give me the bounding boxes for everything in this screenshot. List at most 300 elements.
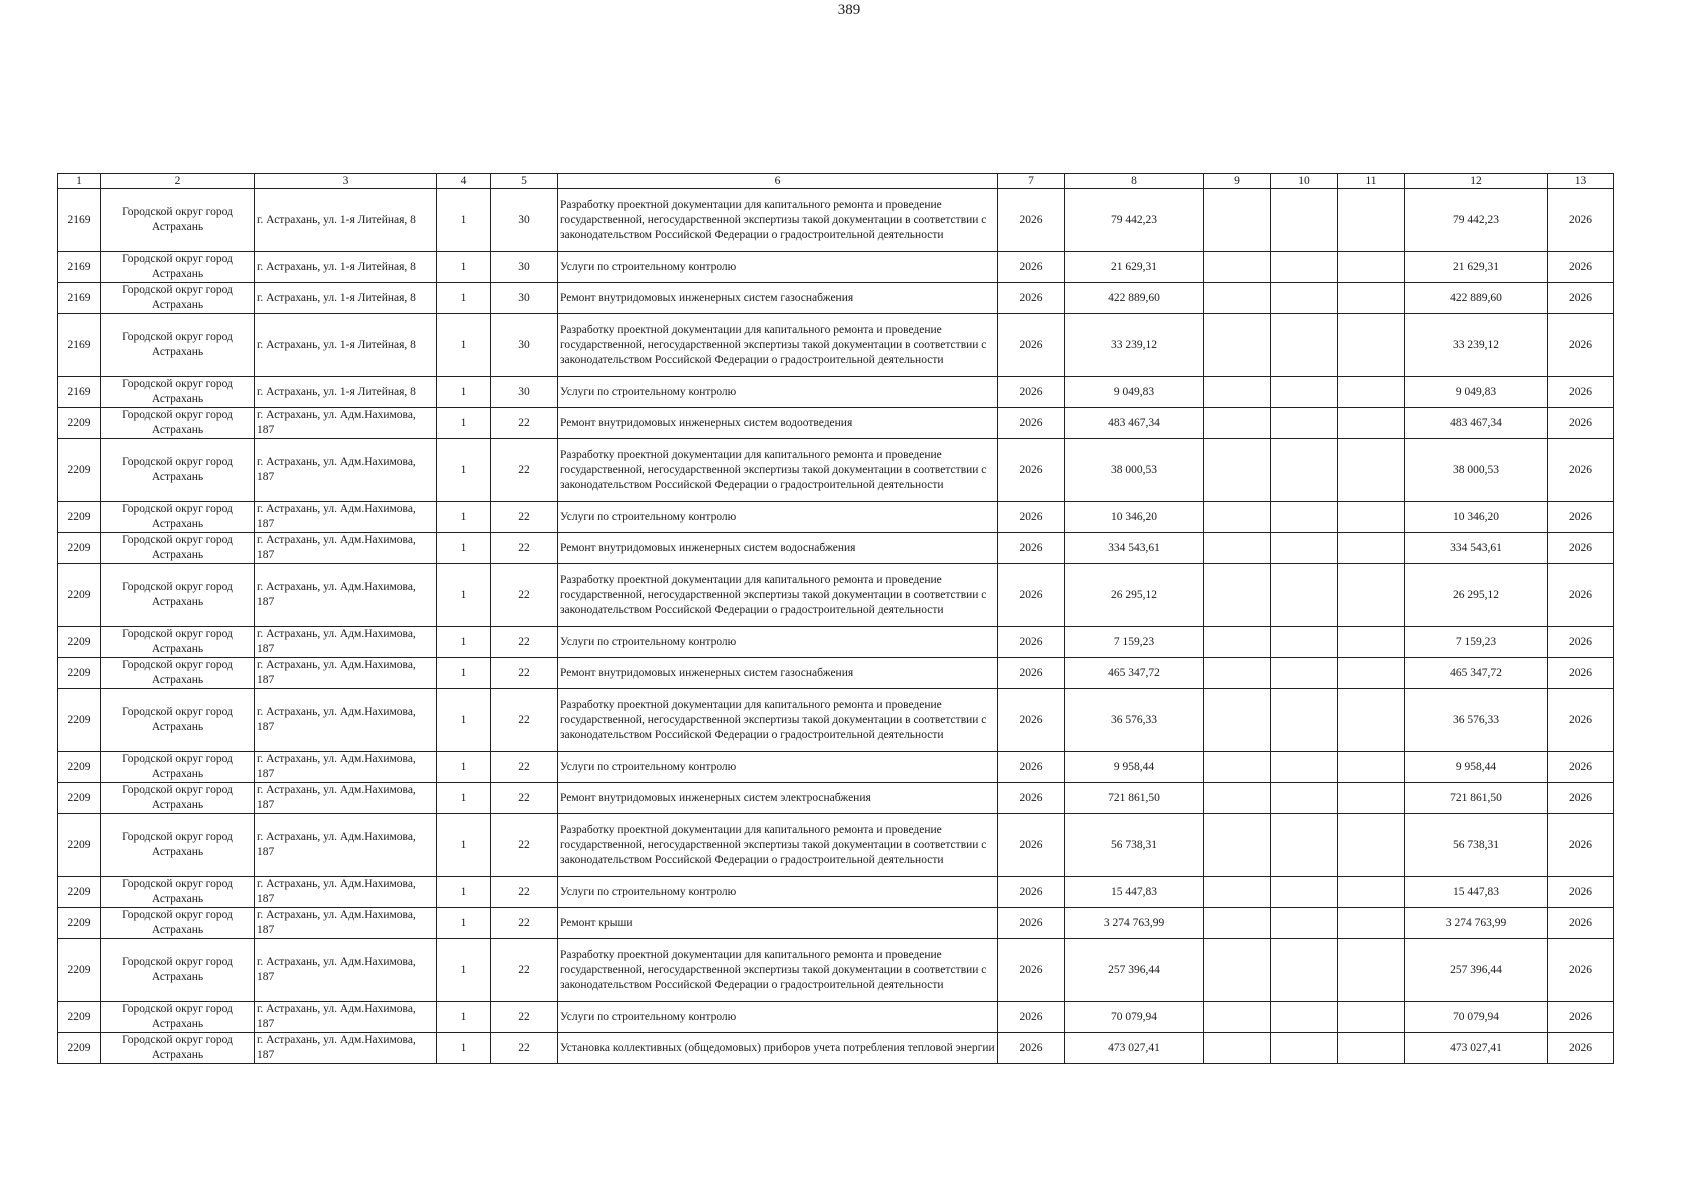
regional-fund-cost-cell: 10 346,20 <box>1405 502 1548 533</box>
completion-year-cell: 2026 <box>1548 564 1614 627</box>
col5-cell: 22 <box>491 877 558 908</box>
col11-cell <box>1338 1033 1405 1064</box>
address-cell: г. Астрахань, ул. 1-я Литейная, 8 <box>255 189 437 252</box>
regional-fund-cost-cell: 257 396,44 <box>1405 939 1548 1002</box>
col10-cell <box>1271 752 1338 783</box>
regional-fund-cost-cell: 483 467,34 <box>1405 408 1548 439</box>
year-cell: 2026 <box>998 689 1065 752</box>
total-cost-cell: 36 576,33 <box>1065 689 1204 752</box>
regional-fund-cost-cell: 21 629,31 <box>1405 252 1548 283</box>
col9-cell <box>1204 939 1271 1002</box>
col4-cell: 1 <box>437 283 491 314</box>
year-cell: 2026 <box>998 1002 1065 1033</box>
col11-cell <box>1338 377 1405 408</box>
table-row <box>58 502 1614 533</box>
address-cell: г. Астрахань, ул. Адм.Нахимова, 187 <box>255 783 437 814</box>
completion-year-cell: 2026 <box>1548 908 1614 939</box>
address-cell: г. Астрахань, ул. Адм.Нахимова, 187 <box>255 814 437 877</box>
regional-fund-cost-cell: 56 738,31 <box>1405 814 1548 877</box>
work-type-cell: Услуги по строительному контролю <box>558 877 998 908</box>
col11-cell <box>1338 283 1405 314</box>
col11-cell <box>1338 939 1405 1002</box>
municipality-cell: Городской округ город Астрахань <box>101 502 255 533</box>
municipality-cell: Городской округ город Астрахань <box>101 283 255 314</box>
table-row <box>58 783 1614 814</box>
col4-cell: 1 <box>437 408 491 439</box>
address-cell: г. Астрахань, ул. 1-я Литейная, 8 <box>255 377 437 408</box>
regional-fund-cost-cell: 473 027,41 <box>1405 1033 1548 1064</box>
total-cost-cell: 3 274 763,99 <box>1065 908 1204 939</box>
completion-year-cell: 2026 <box>1548 658 1614 689</box>
col11-cell <box>1338 439 1405 502</box>
regional-fund-cost-cell: 38 000,53 <box>1405 439 1548 502</box>
total-cost-cell: 422 889,60 <box>1065 283 1204 314</box>
col4-cell: 1 <box>437 439 491 502</box>
col4-cell: 1 <box>437 252 491 283</box>
col4-cell: 1 <box>437 189 491 252</box>
column-header: 13 <box>1548 174 1614 189</box>
total-cost-cell: 33 239,12 <box>1065 314 1204 377</box>
object-id-cell: 2209 <box>58 564 101 627</box>
col11-cell <box>1338 189 1405 252</box>
col4-cell: 1 <box>437 689 491 752</box>
table-row <box>58 689 1614 752</box>
object-id-cell: 2209 <box>58 814 101 877</box>
col10-cell <box>1271 1033 1338 1064</box>
col9-cell <box>1204 783 1271 814</box>
col9-cell <box>1204 752 1271 783</box>
total-cost-cell: 473 027,41 <box>1065 1033 1204 1064</box>
col9-cell <box>1204 314 1271 377</box>
col11-cell <box>1338 314 1405 377</box>
col11-cell <box>1338 783 1405 814</box>
col9-cell <box>1204 908 1271 939</box>
total-cost-cell: 56 738,31 <box>1065 814 1204 877</box>
col5-cell: 22 <box>491 814 558 877</box>
total-cost-cell: 465 347,72 <box>1065 658 1204 689</box>
col9-cell <box>1204 439 1271 502</box>
col11-cell <box>1338 627 1405 658</box>
regional-fund-cost-cell: 36 576,33 <box>1405 689 1548 752</box>
col10-cell <box>1271 564 1338 627</box>
completion-year-cell: 2026 <box>1548 1002 1614 1033</box>
year-cell: 2026 <box>998 658 1065 689</box>
total-cost-cell: 70 079,94 <box>1065 1002 1204 1033</box>
municipality-cell: Городской округ город Астрахань <box>101 627 255 658</box>
col4-cell: 1 <box>437 1033 491 1064</box>
municipality-cell: Городской округ город Астрахань <box>101 564 255 627</box>
work-type-cell: Разработку проектной документации для капитального ремонта и проведение государственной, негосударственной экспертизы такой документации в соответствии с законодательством Российской Федерации о градостроительной деятельности <box>558 939 998 1002</box>
col9-cell <box>1204 877 1271 908</box>
object-id-cell: 2209 <box>58 939 101 1002</box>
col10-cell <box>1271 908 1338 939</box>
col11-cell <box>1338 502 1405 533</box>
address-cell: г. Астрахань, ул. 1-я Литейная, 8 <box>255 252 437 283</box>
col10-cell <box>1271 939 1338 1002</box>
year-cell: 2026 <box>998 752 1065 783</box>
col11-cell <box>1338 1002 1405 1033</box>
total-cost-cell: 38 000,53 <box>1065 439 1204 502</box>
work-type-cell: Разработку проектной документации для капитального ремонта и проведение государственной, негосударственной экспертизы такой документации в соответствии с законодательством Российской Федерации о градостроительной деятельности <box>558 314 998 377</box>
object-id-cell: 2169 <box>58 252 101 283</box>
municipality-cell: Городской округ город Астрахань <box>101 1002 255 1033</box>
col5-cell: 22 <box>491 439 558 502</box>
col4-cell: 1 <box>437 939 491 1002</box>
year-cell: 2026 <box>998 877 1065 908</box>
regional-fund-cost-cell: 9 049,83 <box>1405 377 1548 408</box>
table-body <box>58 189 1614 1064</box>
object-id-cell: 2209 <box>58 783 101 814</box>
col5-cell: 22 <box>491 408 558 439</box>
municipality-cell: Городской округ город Астрахань <box>101 877 255 908</box>
col10-cell <box>1271 252 1338 283</box>
object-id-cell: 2209 <box>58 408 101 439</box>
column-header: 5 <box>491 174 558 189</box>
column-header: 1 <box>58 174 101 189</box>
col9-cell <box>1204 189 1271 252</box>
table-row <box>58 439 1614 502</box>
col5-cell: 22 <box>491 908 558 939</box>
col5-cell: 30 <box>491 252 558 283</box>
table-row <box>58 627 1614 658</box>
total-cost-cell: 483 467,34 <box>1065 408 1204 439</box>
total-cost-cell: 721 861,50 <box>1065 783 1204 814</box>
col9-cell <box>1204 377 1271 408</box>
col4-cell: 1 <box>437 877 491 908</box>
col4-cell: 1 <box>437 1002 491 1033</box>
year-cell: 2026 <box>998 252 1065 283</box>
year-cell: 2026 <box>998 564 1065 627</box>
col5-cell: 22 <box>491 564 558 627</box>
work-type-cell: Ремонт крыши <box>558 908 998 939</box>
work-type-cell: Услуги по строительному контролю <box>558 377 998 408</box>
municipality-cell: Городской округ город Астрахань <box>101 252 255 283</box>
column-header: 12 <box>1405 174 1548 189</box>
regional-fund-cost-cell: 3 274 763,99 <box>1405 908 1548 939</box>
table-row <box>58 408 1614 439</box>
address-cell: г. Астрахань, ул. Адм.Нахимова, 187 <box>255 1033 437 1064</box>
col5-cell: 22 <box>491 533 558 564</box>
col10-cell <box>1271 314 1338 377</box>
col5-cell: 22 <box>491 502 558 533</box>
object-id-cell: 2209 <box>58 1002 101 1033</box>
col9-cell <box>1204 252 1271 283</box>
table-row <box>58 908 1614 939</box>
total-cost-cell: 10 346,20 <box>1065 502 1204 533</box>
table-row <box>58 877 1614 908</box>
total-cost-cell: 334 543,61 <box>1065 533 1204 564</box>
column-header: 10 <box>1271 174 1338 189</box>
col11-cell <box>1338 877 1405 908</box>
col4-cell: 1 <box>437 658 491 689</box>
column-number-row <box>58 174 1614 189</box>
col11-cell <box>1338 252 1405 283</box>
col10-cell <box>1271 189 1338 252</box>
work-type-cell: Разработку проектной документации для капитального ремонта и проведение государственной, негосударственной экспертизы такой документации в соответствии с законодательством Российской Федерации о градостроительной деятельности <box>558 439 998 502</box>
table-row <box>58 189 1614 252</box>
work-type-cell: Разработку проектной документации для капитального ремонта и проведение государственной, негосударственной экспертизы такой документации в соответствии с законодательством Российской Федерации о градостроительной деятельности <box>558 189 998 252</box>
work-type-cell: Разработку проектной документации для капитального ремонта и проведение государственной, негосударственной экспертизы такой документации в соответствии с законодательством Российской Федерации о градостроительной деятельности <box>558 564 998 627</box>
col5-cell: 22 <box>491 658 558 689</box>
completion-year-cell: 2026 <box>1548 877 1614 908</box>
regional-fund-cost-cell: 465 347,72 <box>1405 658 1548 689</box>
col4-cell: 1 <box>437 564 491 627</box>
page-number: 389 <box>837 2 861 18</box>
work-type-cell: Установка коллективных (общедомовых) приборов учета потребления тепловой энергии <box>558 1033 998 1064</box>
col10-cell <box>1271 283 1338 314</box>
regional-fund-cost-cell: 334 543,61 <box>1405 533 1548 564</box>
total-cost-cell: 21 629,31 <box>1065 252 1204 283</box>
completion-year-cell: 2026 <box>1548 533 1614 564</box>
col4-cell: 1 <box>437 533 491 564</box>
object-id-cell: 2209 <box>58 627 101 658</box>
column-header: 8 <box>1065 174 1204 189</box>
col4-cell: 1 <box>437 814 491 877</box>
work-type-cell: Разработку проектной документации для капитального ремонта и проведение государственной, негосударственной экспертизы такой документации в соответствии с законодательством Российской Федерации о градостроительной деятельности <box>558 689 998 752</box>
completion-year-cell: 2026 <box>1548 314 1614 377</box>
column-header: 6 <box>558 174 998 189</box>
col4-cell: 1 <box>437 377 491 408</box>
column-header: 2 <box>101 174 255 189</box>
municipality-cell: Городской округ город Астрахань <box>101 377 255 408</box>
col10-cell <box>1271 689 1338 752</box>
col10-cell <box>1271 502 1338 533</box>
table-row <box>58 533 1614 564</box>
col9-cell <box>1204 658 1271 689</box>
total-cost-cell: 26 295,12 <box>1065 564 1204 627</box>
address-cell: г. Астрахань, ул. Адм.Нахимова, 187 <box>255 564 437 627</box>
address-cell: г. Астрахань, ул. Адм.Нахимова, 187 <box>255 408 437 439</box>
table-row <box>58 314 1614 377</box>
total-cost-cell: 7 159,23 <box>1065 627 1204 658</box>
regional-fund-cost-cell: 9 958,44 <box>1405 752 1548 783</box>
address-cell: г. Астрахань, ул. Адм.Нахимова, 187 <box>255 877 437 908</box>
year-cell: 2026 <box>998 377 1065 408</box>
total-cost-cell: 257 396,44 <box>1065 939 1204 1002</box>
col10-cell <box>1271 1002 1338 1033</box>
municipality-cell: Городской округ город Астрахань <box>101 814 255 877</box>
col5-cell: 30 <box>491 377 558 408</box>
col9-cell <box>1204 627 1271 658</box>
object-id-cell: 2209 <box>58 658 101 689</box>
col4-cell: 1 <box>437 502 491 533</box>
col5-cell: 30 <box>491 283 558 314</box>
col10-cell <box>1271 439 1338 502</box>
table-row <box>58 658 1614 689</box>
col4-cell: 1 <box>437 908 491 939</box>
work-type-cell: Ремонт внутридомовых инженерных систем электроснабжения <box>558 783 998 814</box>
year-cell: 2026 <box>998 189 1065 252</box>
table-row <box>58 814 1614 877</box>
completion-year-cell: 2026 <box>1548 689 1614 752</box>
municipality-cell: Городской округ город Астрахань <box>101 908 255 939</box>
year-cell: 2026 <box>998 502 1065 533</box>
municipality-cell: Городской округ город Астрахань <box>101 783 255 814</box>
address-cell: г. Астрахань, ул. Адм.Нахимова, 187 <box>255 752 437 783</box>
col11-cell <box>1338 658 1405 689</box>
completion-year-cell: 2026 <box>1548 939 1614 1002</box>
address-cell: г. Астрахань, ул. Адм.Нахимова, 187 <box>255 939 437 1002</box>
object-id-cell: 2209 <box>58 1033 101 1064</box>
total-cost-cell: 9 958,44 <box>1065 752 1204 783</box>
completion-year-cell: 2026 <box>1548 1033 1614 1064</box>
address-cell: г. Астрахань, ул. Адм.Нахимова, 187 <box>255 502 437 533</box>
regional-fund-cost-cell: 15 447,83 <box>1405 877 1548 908</box>
year-cell: 2026 <box>998 283 1065 314</box>
address-cell: г. Астрахань, ул. Адм.Нахимова, 187 <box>255 1002 437 1033</box>
completion-year-cell: 2026 <box>1548 814 1614 877</box>
year-cell: 2026 <box>998 1033 1065 1064</box>
year-cell: 2026 <box>998 939 1065 1002</box>
col10-cell <box>1271 533 1338 564</box>
completion-year-cell: 2026 <box>1548 752 1614 783</box>
work-type-cell: Ремонт внутридомовых инженерных систем газоснабжения <box>558 283 998 314</box>
col5-cell: 22 <box>491 939 558 1002</box>
year-cell: 2026 <box>998 783 1065 814</box>
total-cost-cell: 15 447,83 <box>1065 877 1204 908</box>
address-cell: г. Астрахань, ул. Адм.Нахимова, 187 <box>255 439 437 502</box>
object-id-cell: 2169 <box>58 314 101 377</box>
work-type-cell: Услуги по строительному контролю <box>558 627 998 658</box>
col9-cell <box>1204 564 1271 627</box>
col5-cell: 22 <box>491 1002 558 1033</box>
col5-cell: 22 <box>491 752 558 783</box>
address-cell: г. Астрахань, ул. 1-я Литейная, 8 <box>255 314 437 377</box>
address-cell: г. Астрахань, ул. Адм.Нахимова, 187 <box>255 627 437 658</box>
col9-cell <box>1204 814 1271 877</box>
column-header: 4 <box>437 174 491 189</box>
col9-cell <box>1204 689 1271 752</box>
col5-cell: 22 <box>491 689 558 752</box>
col11-cell <box>1338 533 1405 564</box>
municipality-cell: Городской округ город Астрахань <box>101 408 255 439</box>
table-row <box>58 564 1614 627</box>
col4-cell: 1 <box>437 752 491 783</box>
completion-year-cell: 2026 <box>1548 377 1614 408</box>
year-cell: 2026 <box>998 408 1065 439</box>
col9-cell <box>1204 1033 1271 1064</box>
table-header <box>58 174 1614 189</box>
municipality-cell: Городской округ город Астрахань <box>101 658 255 689</box>
work-type-cell: Ремонт внутридомовых инженерных систем газоснабжения <box>558 658 998 689</box>
completion-year-cell: 2026 <box>1548 283 1614 314</box>
year-cell: 2026 <box>998 439 1065 502</box>
table-row <box>58 377 1614 408</box>
object-id-cell: 2209 <box>58 533 101 564</box>
table-row <box>58 939 1614 1002</box>
regional-fund-cost-cell: 721 861,50 <box>1405 783 1548 814</box>
object-id-cell: 2209 <box>58 439 101 502</box>
regional-fund-cost-cell: 26 295,12 <box>1405 564 1548 627</box>
column-header: 11 <box>1338 174 1405 189</box>
completion-year-cell: 2026 <box>1548 627 1614 658</box>
col9-cell <box>1204 502 1271 533</box>
object-id-cell: 2169 <box>58 189 101 252</box>
year-cell: 2026 <box>998 314 1065 377</box>
col10-cell <box>1271 627 1338 658</box>
work-type-cell: Ремонт внутридомовых инженерных систем водоотведения <box>558 408 998 439</box>
address-cell: г. Астрахань, ул. Адм.Нахимова, 187 <box>255 533 437 564</box>
completion-year-cell: 2026 <box>1548 408 1614 439</box>
regional-fund-cost-cell: 79 442,23 <box>1405 189 1548 252</box>
col10-cell <box>1271 877 1338 908</box>
work-type-cell: Услуги по строительному контролю <box>558 1002 998 1033</box>
col5-cell: 22 <box>491 783 558 814</box>
capital-repair-table <box>57 173 1614 1064</box>
col9-cell <box>1204 533 1271 564</box>
address-cell: г. Астрахань, ул. Адм.Нахимова, 187 <box>255 658 437 689</box>
year-cell: 2026 <box>998 627 1065 658</box>
municipality-cell: Городской округ город Астрахань <box>101 1033 255 1064</box>
table-row <box>58 252 1614 283</box>
column-header: 9 <box>1204 174 1271 189</box>
col10-cell <box>1271 408 1338 439</box>
table-row <box>58 283 1614 314</box>
municipality-cell: Городской округ город Астрахань <box>101 314 255 377</box>
work-type-cell: Услуги по строительному контролю <box>558 502 998 533</box>
col11-cell <box>1338 564 1405 627</box>
municipality-cell: Городской округ город Астрахань <box>101 439 255 502</box>
year-cell: 2026 <box>998 814 1065 877</box>
table-row <box>58 1002 1614 1033</box>
column-header: 7 <box>998 174 1065 189</box>
col9-cell <box>1204 283 1271 314</box>
col5-cell: 30 <box>491 314 558 377</box>
object-id-cell: 2209 <box>58 689 101 752</box>
year-cell: 2026 <box>998 533 1065 564</box>
col11-cell <box>1338 752 1405 783</box>
object-id-cell: 2169 <box>58 283 101 314</box>
completion-year-cell: 2026 <box>1548 439 1614 502</box>
completion-year-cell: 2026 <box>1548 189 1614 252</box>
col5-cell: 22 <box>491 627 558 658</box>
col11-cell <box>1338 814 1405 877</box>
col11-cell <box>1338 908 1405 939</box>
object-id-cell: 2209 <box>58 502 101 533</box>
municipality-cell: Городской округ город Астрахань <box>101 689 255 752</box>
col5-cell: 22 <box>491 1033 558 1064</box>
municipality-cell: Городской округ город Астрахань <box>101 189 255 252</box>
col4-cell: 1 <box>437 783 491 814</box>
col9-cell <box>1204 408 1271 439</box>
work-type-cell: Разработку проектной документации для капитального ремонта и проведение государственной, негосударственной экспертизы такой документации в соответствии с законодательством Российской Федерации о градостроительной деятельности <box>558 814 998 877</box>
work-type-cell: Услуги по строительному контролю <box>558 252 998 283</box>
completion-year-cell: 2026 <box>1548 502 1614 533</box>
col10-cell <box>1271 658 1338 689</box>
object-id-cell: 2209 <box>58 877 101 908</box>
municipality-cell: Городской округ город Астрахань <box>101 939 255 1002</box>
municipality-cell: Городской округ город Астрахань <box>101 752 255 783</box>
object-id-cell: 2169 <box>58 377 101 408</box>
regional-fund-cost-cell: 70 079,94 <box>1405 1002 1548 1033</box>
total-cost-cell: 79 442,23 <box>1065 189 1204 252</box>
municipality-cell: Городской округ город Астрахань <box>101 533 255 564</box>
table-row <box>58 1033 1614 1064</box>
col11-cell <box>1338 408 1405 439</box>
col10-cell <box>1271 783 1338 814</box>
total-cost-cell: 9 049,83 <box>1065 377 1204 408</box>
col5-cell: 30 <box>491 189 558 252</box>
table-row <box>58 752 1614 783</box>
regional-fund-cost-cell: 33 239,12 <box>1405 314 1548 377</box>
column-header: 3 <box>255 174 437 189</box>
year-cell: 2026 <box>998 908 1065 939</box>
col10-cell <box>1271 814 1338 877</box>
regional-fund-cost-cell: 422 889,60 <box>1405 283 1548 314</box>
completion-year-cell: 2026 <box>1548 252 1614 283</box>
address-cell: г. Астрахань, ул. Адм.Нахимова, 187 <box>255 689 437 752</box>
regional-fund-cost-cell: 7 159,23 <box>1405 627 1548 658</box>
